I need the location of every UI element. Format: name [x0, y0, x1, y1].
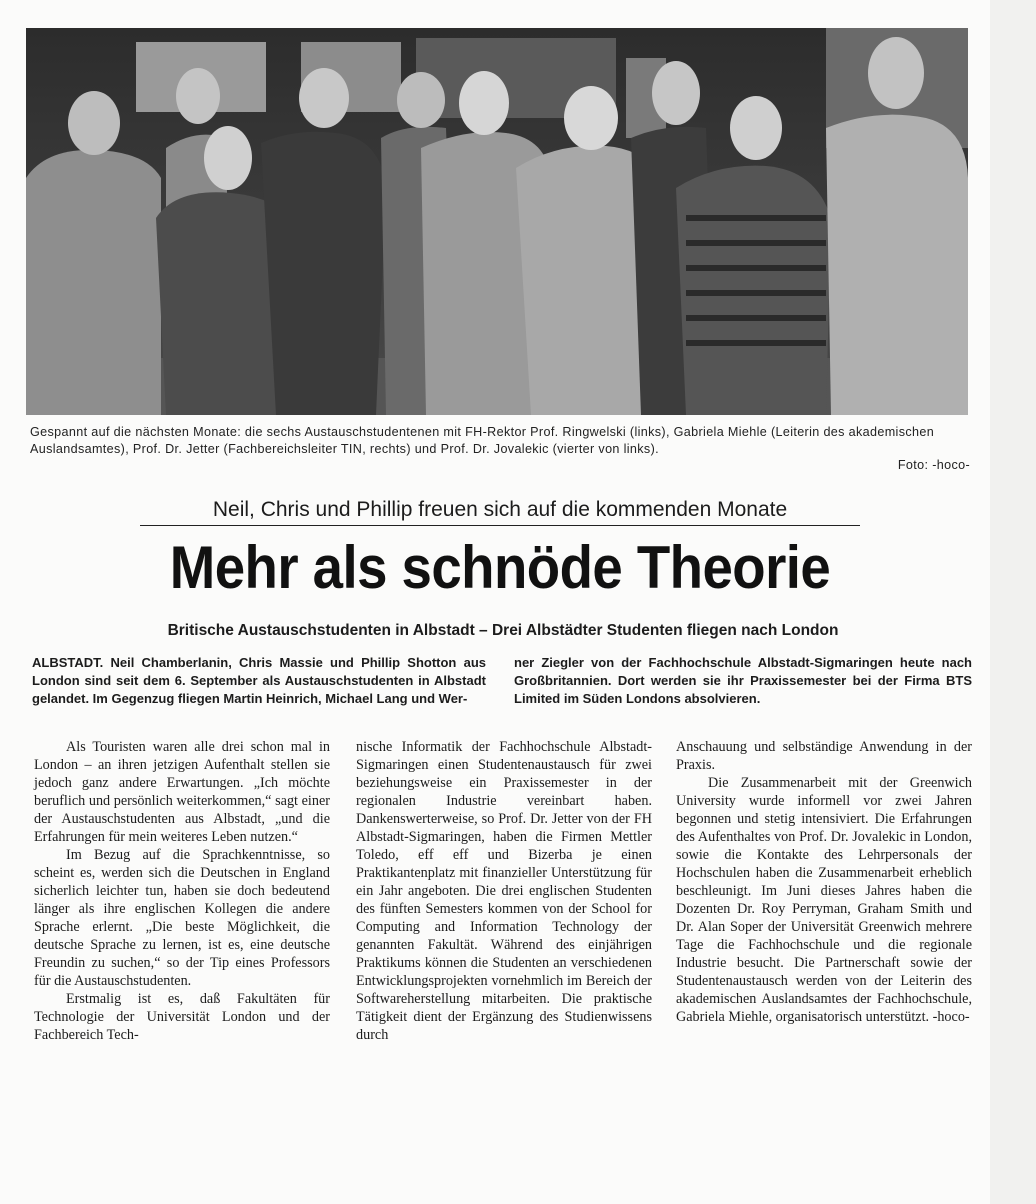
body-paragraph: Als Touristen waren alle drei schon mal in London – an ihren jetzigen Aufenthalt stellen sie jedoch ganz andere Erwartungen. „Ich möchte beruflich und persönlich weiterkommen,“ sagt einer der Austauschstudenten aus Albstadt, „und die Erfahrungen für mein weiteres Leben nutzen.“ — [34, 739, 330, 845]
headline: Mehr als schnöde Theorie — [169, 534, 831, 601]
lead-text-right: ner Ziegler von der Fachhochschule Albstadt-Sigmaringen heute nach Großbritannien. Dort werden sie ihr Praxissemester bei der Firma BTS Limited im Süden Londons absolvieren. — [514, 655, 972, 706]
article-column-1 — [34, 738, 330, 1044]
page-edge — [990, 0, 1036, 1204]
body-paragraph: Erstmalig ist es, daß Fakultäten für Technologie der Universität London und der Fachbereich Tech- — [34, 991, 330, 1043]
body-paragraph: nische Informatik der Fachhochschule Albstadt-Sigmaringen einen Studentenaustausch für zwei beziehungsweise ein Praxissemester in der regionalen Industrie vereinbart haben. Dankenswerterweise, so Prof. Dr. Jetter von der FH Albstadt-Sigmaringen, haben die Firmen Mettler Toledo, eff eff und Bizerba je einen Praktikantenplatz mit finanzieller Unterstützung für ein Jahr angeboten. Die drei englischen Studenten des fünften Semesters kommen von der School for Computing and Information Technology der genannten Fakultät. Während des einjährigen Praktikums können die Studenten an verschiedenen Entwicklungsprojekten vornehmlich im Bereich der Softwareherstellung mitarbeiten. Die praktische Tätigkeit dient der Ergänzung des Studienwissens durch — [356, 739, 652, 1043]
subheadline: Britische Austauschstudenten in Albstadt – Drei Albstädter Studenten fliegen nach London — [167, 622, 839, 639]
photo-caption — [30, 424, 970, 474]
body-paragraph: Im Bezug auf die Sprachkenntnisse, so scheint es, werden sich die Deutschen in England sicherlich leichter tun, haben sie doch bedeutend länger als ihre englischen Kollegen die andere Sprache erlernt. „Die beste Möglichkeit, die deutsche Sprache zu lernen, ist es, eine deutsche Freundin zu suchen,“ so der Tip eines Professors für die Austauschstudenten. — [34, 847, 330, 989]
lead-paragraph-left — [32, 654, 486, 708]
caption-text: Gespannt auf die nächsten Monate: die sechs Austauschstudentenen mit FH-Rektor Prof. Ringwelski (links), Gabriela Miehle (Leiterin des akademischen Auslandsamtes), Prof. Dr. Jetter (Fachbereichsleiter TIN, rechts) und Prof. Dr. Jovalekic (vierter von links). — [30, 425, 935, 456]
article-column-3 — [676, 738, 972, 1026]
photo-credit: Foto: -hoco- — [897, 458, 970, 472]
body-paragraph: Die Zusammenarbeit mit der Greenwich University wurde informell vor zwei Jahren begonnen und stetig intensiviert. Die Erfahrungen des Aufenthaltes von Prof. Dr. Jovalekic in London, sowie die Kontakte des Lehrpersonals der Hochschulen haben die Zusammenarbeit erheblich beschleunigt. Im Juni dieses Jahres haben die Dozenten Dr. Roy Perryman, Graham Smith und Dr. Alan Soper der Universität Greenwich mehrere Tage die Fachhochschule und die regionale Industrie besucht. Die Partnerschaft sowie der Studentenaustausch werden von der Leiterin des akademischen Auslandsamtes der Fachhochschule, Gabriela Miehle, organisatorisch unterstützt. -hoco- — [676, 775, 972, 1025]
article-column-2 — [356, 738, 652, 1044]
lead-text-left: ALBSTADT. Neil Chamberlanin, Chris Massie und Phillip Shotton aus London sind seit dem 6. September als Austauschstudenten in Albstadt gelandet. Im Gegenzug fliegen Martin Heinrich, Michael Lang und Wer- — [32, 655, 486, 706]
lead-paragraph-right — [514, 654, 972, 708]
body-paragraph: Anschauung und selbständige Anwendung in der Praxis. — [676, 739, 972, 773]
kicker-line: Neil, Chris und Phillip freuen sich auf die kommenden Monate — [140, 496, 860, 526]
group-photo — [26, 28, 968, 415]
